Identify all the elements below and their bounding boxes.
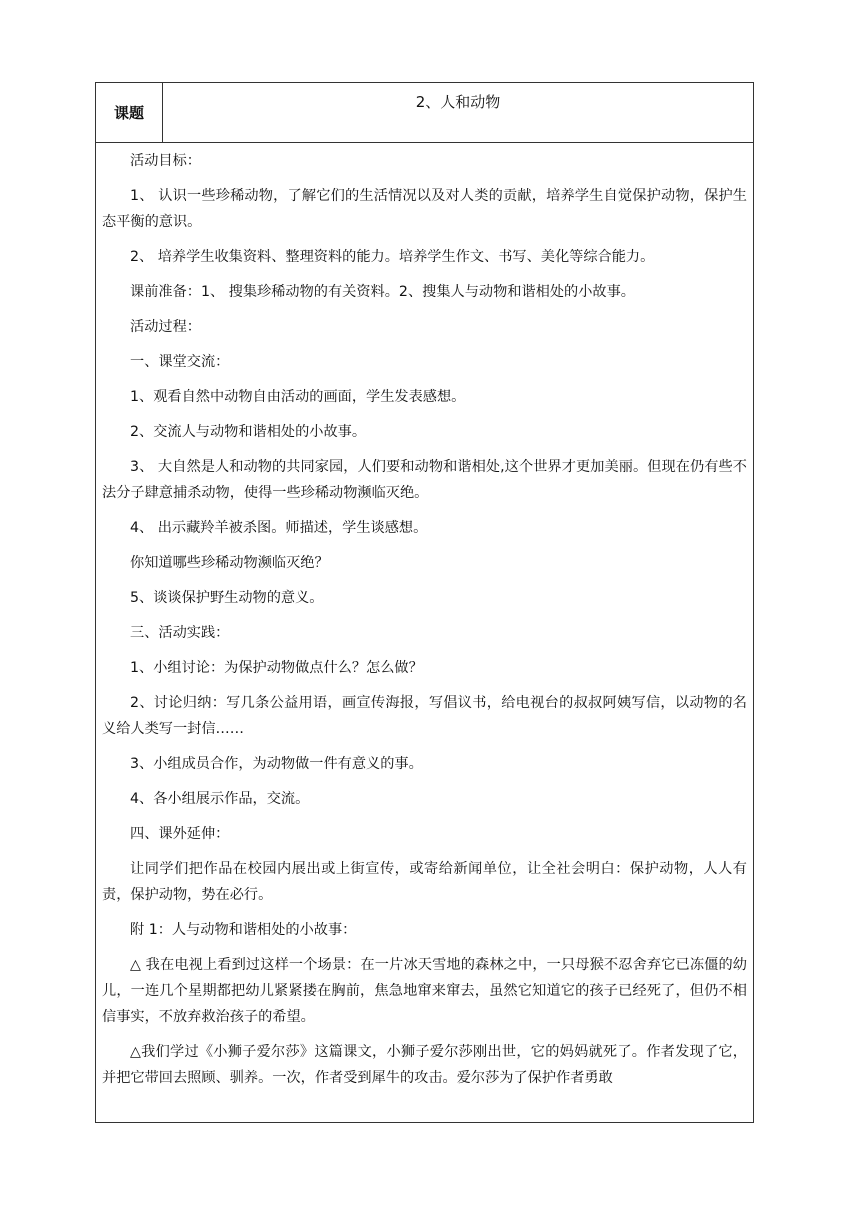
lesson-table	[95, 82, 754, 1123]
section-3-item-4: 4、各小组展示作品，交流。	[130, 791, 310, 807]
objective-1: 1、 认识一些珍稀动物，了解它们的生活情况以及对人类的贡献，培养学生自觉保护动物，保护生态平衡的意识。	[102, 188, 747, 230]
section-1-item-3: 3、 大自然是人和动物的共同家园，人们要和动物和谐相处,这个世界才更加美丽。但现在仍有些不法分子肆意捕杀动物，使得一些珍稀动物濒临灭绝。	[102, 459, 747, 501]
lesson-content	[102, 143, 747, 1121]
appendix-heading: 附 1：人与动物和谐相处的小故事：	[130, 922, 357, 938]
story-2: △我们学过《小狮子爱尔莎》这篇课文，小狮子爱尔莎刚出世，它的妈妈就死了。作者发现了它，并把它带回去照顾、驯养。一次，作者受到犀牛的攻击。爱尔莎为了保护作者勇敢	[102, 1044, 747, 1086]
process-heading: 活动过程：	[130, 319, 201, 335]
section-1-item-2: 2、交流人与动物和谐相处的小故事。	[130, 424, 367, 440]
section-3-item-2: 2、讨论归纳：写几条公益用语，画宣传海报，写倡议书，给电视台的叔叔阿姨写信，以动物的名义给人类写一封信……	[102, 695, 747, 737]
section-3-item-3: 3、小组成员合作，为动物做一件有意义的事。	[130, 756, 423, 772]
objective-heading: 活动目标：	[130, 153, 201, 169]
story-1: △ 我在电视上看到过这样一个场景：在一片冰天雪地的森林之中，一只母猴不忍舍弃它已冻僵的幼儿，一连几个星期都把幼儿紧紧搂在胸前，焦急地窜来窜去，虽然它知道它的孩子已经死了，但仍不相信事实，不放弃救治孩子的希望。	[102, 957, 747, 1025]
section-4-text: 让同学们把作品在校园内展出或上街宣传，或寄给新闻单位，让全社会明白：保护动物，人人有责，保护动物，势在必行。	[102, 861, 747, 903]
topic-label: 课题	[96, 83, 163, 142]
section-1-question: 你知道哪些珍稀动物濒临灭绝？	[130, 555, 329, 571]
section-1-item-1: 1、观看自然中动物自由活动的画面，学生发表感想。	[130, 389, 466, 405]
section-1-heading: 一、课堂交流：	[130, 354, 230, 370]
lesson-title: 2、人和动物	[415, 93, 501, 111]
section-3-heading: 三、活动实践：	[130, 625, 230, 641]
objective-2: 2、 培养学生收集资料、整理资料的能力。培养学生作文、书写、美化等综合能力。	[130, 249, 655, 265]
section-4-heading: 四、课外延伸：	[130, 826, 230, 842]
title-row	[96, 83, 753, 143]
section-1-item-5: 5、谈谈保护野生动物的意义。	[130, 590, 324, 606]
section-3-item-1: 1、小组讨论：为保护动物做点什么？怎么做？	[130, 660, 423, 676]
preparation: 课前准备：1、 搜集珍稀动物的有关资料。2、搜集人与动物和谐相处的小故事。	[130, 284, 635, 300]
section-1-item-4: 4、 出示藏羚羊被杀图。师描述，学生谈感想。	[130, 520, 428, 536]
topic-title-cell	[163, 83, 753, 142]
